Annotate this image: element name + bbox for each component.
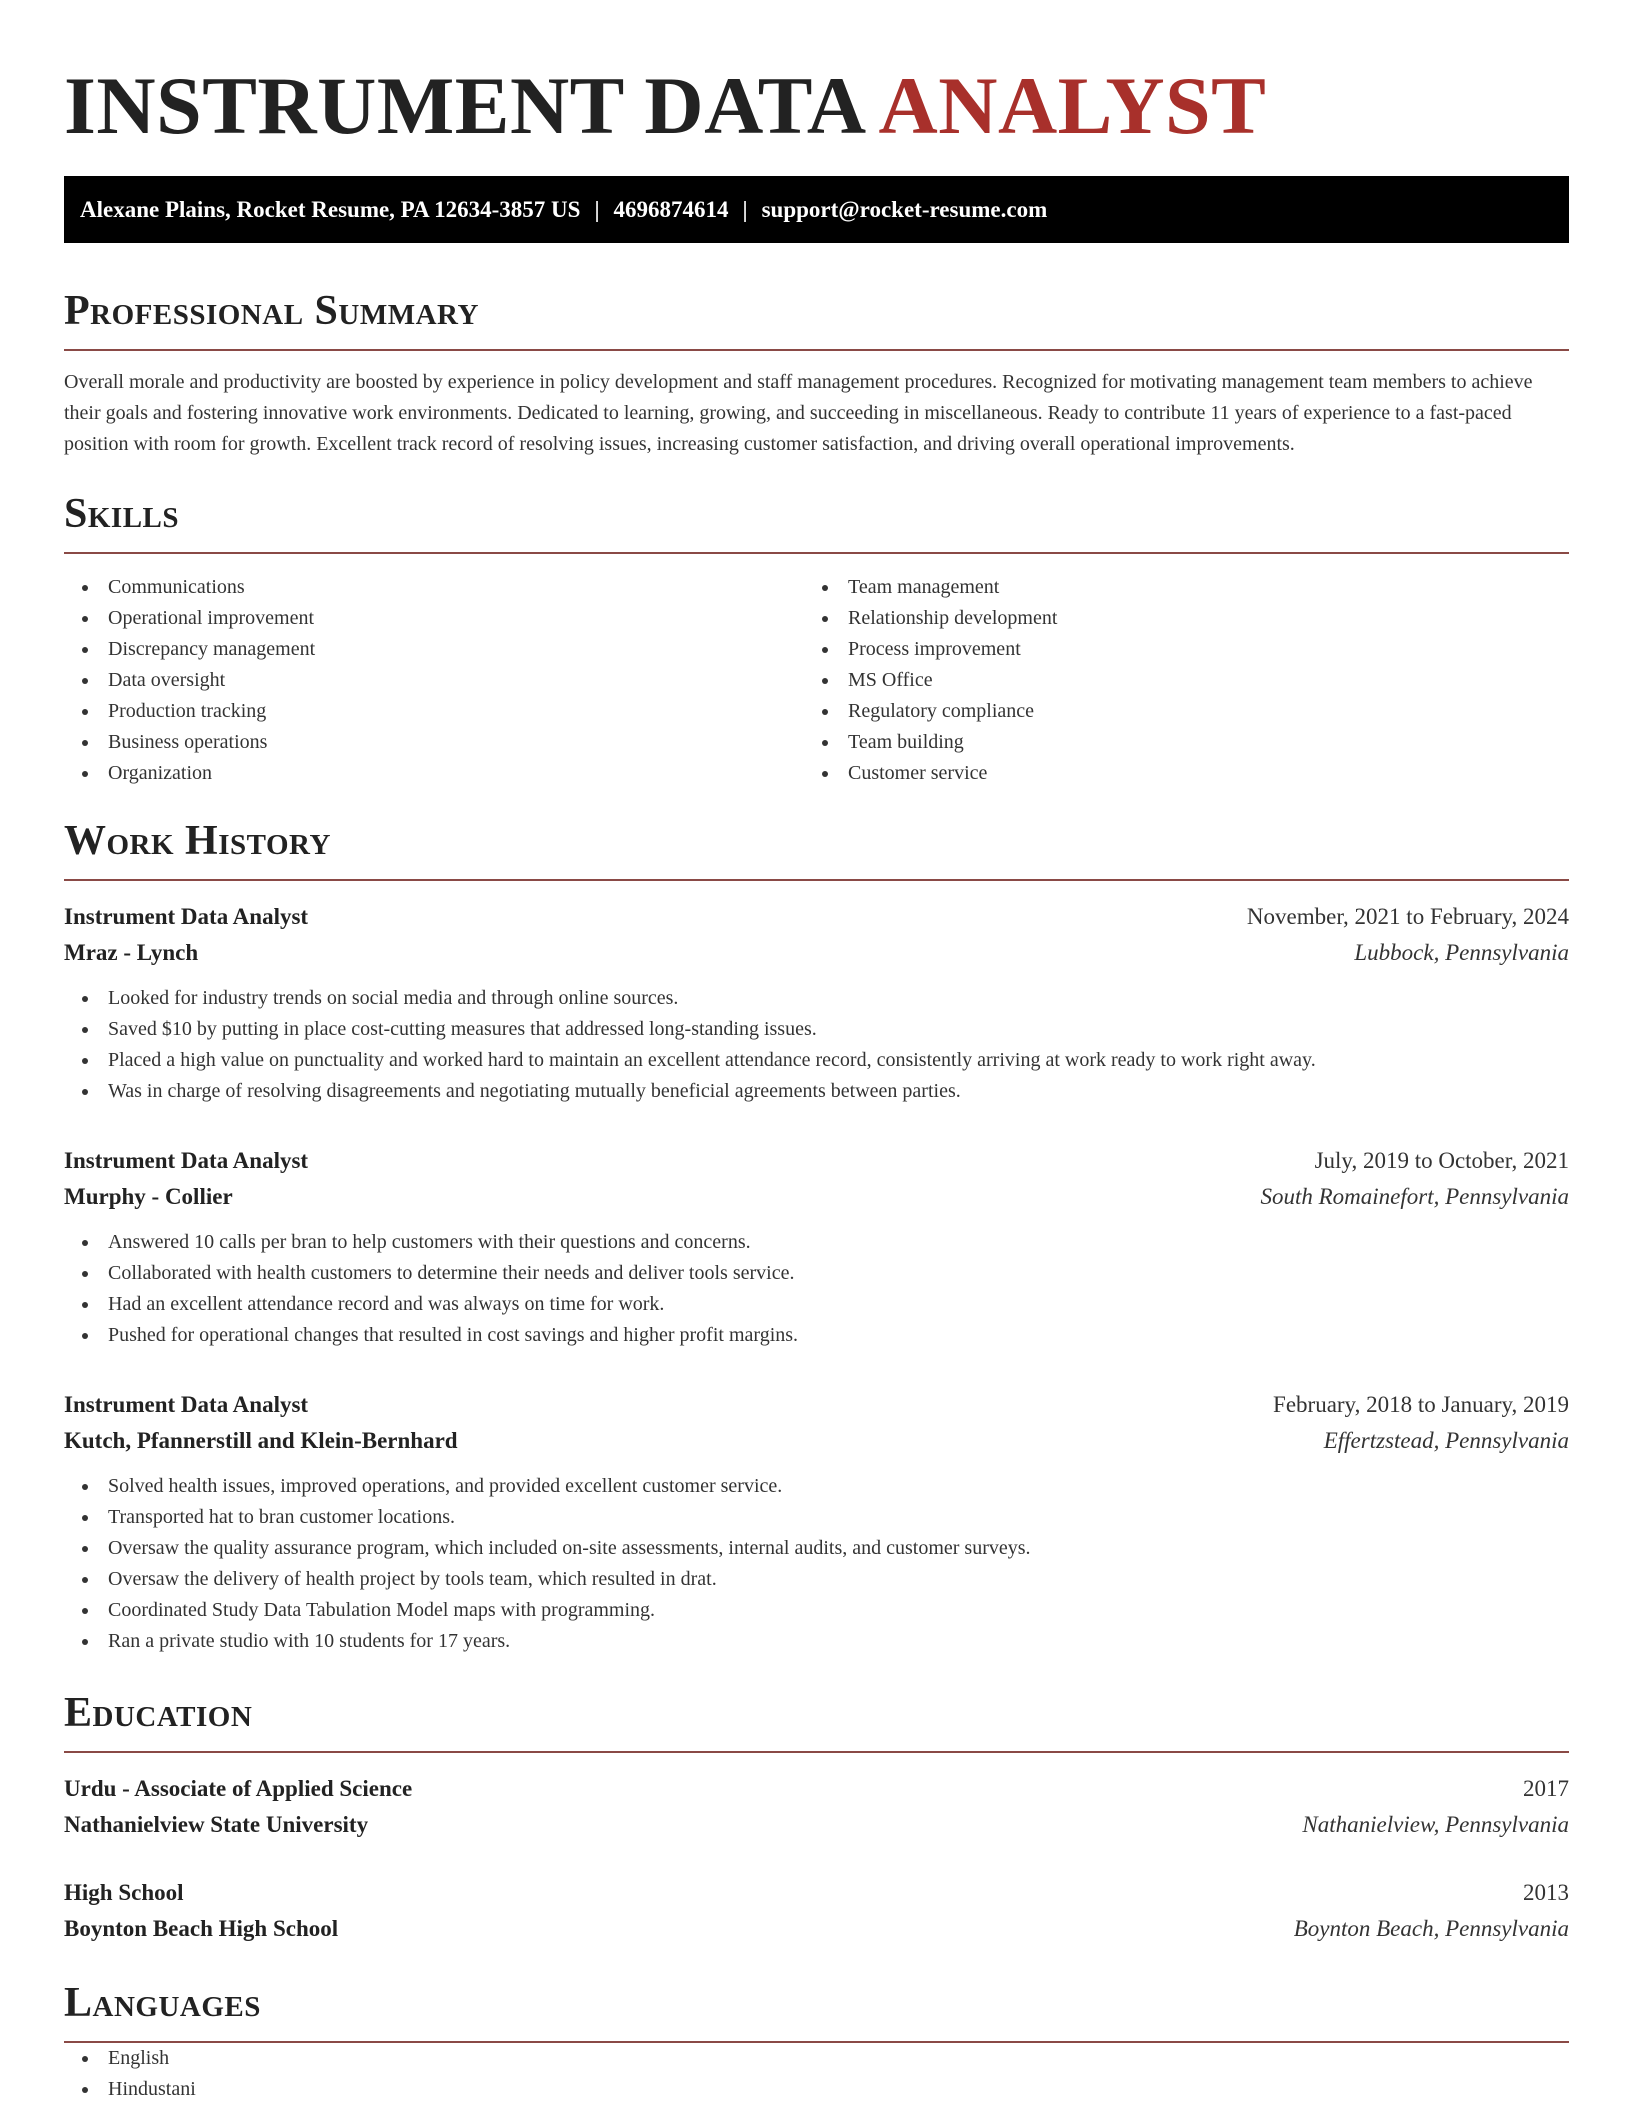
resume-page: [64, 0, 1569, 2105]
skills-list: [64, 572, 1569, 789]
summary-heading: Professional Summary: [64, 288, 479, 334]
job-company: Mraz - Lynch: [64, 940, 199, 965]
job-bullet: Placed a high value on punctuality and worked hard to maintain an excellent attendance record, consistently arriving at work ready to work right away.: [64, 1045, 1569, 1076]
section-divider: [64, 1751, 1569, 1753]
job-bullet: Solved health issues, improved operations, and provided excellent customer service.: [64, 1471, 1569, 1502]
skill-item: Communications: [64, 572, 804, 603]
resume-name-heading: [64, 56, 1569, 156]
education-school: Boynton Beach High School: [64, 1916, 339, 1941]
contact-phone: 4696874614: [613, 197, 729, 222]
education-entry: [64, 1875, 1569, 1947]
job-title: Instrument Data Analyst: [64, 1392, 309, 1417]
education-year: 2017: [1523, 1776, 1569, 1801]
section-divider: [64, 349, 1569, 351]
job-entry: [64, 1143, 1569, 1351]
education-heading: Education: [64, 1690, 253, 1736]
name-main: INSTRUMENT DATA: [64, 60, 863, 151]
skills-column-left: [64, 572, 804, 789]
language-item: English: [64, 2043, 1569, 2074]
job-dates: November, 2021 to February, 2024: [1246, 904, 1569, 929]
education-degree: Urdu - Associate of Applied Science: [64, 1776, 413, 1801]
job-company: Kutch, Pfannerstill and Klein-Bernhard: [64, 1428, 458, 1453]
skill-item: Regulatory compliance: [804, 696, 1544, 727]
job-bullet: Answered 10 calls per bran to help customers with their questions and concerns.: [64, 1227, 1569, 1258]
job-location: South Romainefort, Pennsylvania: [1260, 1184, 1569, 1209]
summary-text: Overall morale and productivity are boosted by experience in policy development and staff management procedures. Recognized for motivating management team members to achieve their goals and fostering innovative work environments. Dedicated to learning, growing, and succeeding in miscellaneous. Ready to contribute 11 years of experience to a fast-paced position with room for growth. Excellent track record of resolving issues, increasing customer satisfaction, and driving overall operational improvements.: [64, 371, 1533, 455]
skill-item: Operational improvement: [64, 603, 804, 634]
education-entry: [64, 1771, 1569, 1843]
education-year: 2013: [1523, 1880, 1569, 1905]
contact-separator: |: [594, 197, 600, 222]
skill-item: Customer service: [804, 758, 1544, 789]
languages-list: [64, 2043, 1569, 2105]
job-bullet: Oversaw the delivery of health project by tools team, which resulted in drat.: [64, 1564, 1569, 1595]
job-bullet: Collaborated with health customers to determine their needs and deliver tools service.: [64, 1258, 1569, 1289]
job-bullet: Saved $10 by putting in place cost-cutting measures that addressed long-standing issues.: [64, 1014, 1569, 1045]
job-bullet: Coordinated Study Data Tabulation Model maps with programming.: [64, 1595, 1569, 1626]
job-title: Instrument Data Analyst: [64, 904, 309, 929]
contact-address: Alexane Plains, Rocket Resume, PA 12634-3857 US: [80, 197, 581, 222]
education-location: Boynton Beach, Pennsylvania: [1293, 1916, 1569, 1941]
job-bullet: Had an excellent attendance record and was always on time for work.: [64, 1289, 1569, 1320]
job-title: Instrument Data Analyst: [64, 1148, 309, 1173]
language-item: Hindustani: [64, 2074, 1569, 2105]
skill-item: Process improvement: [804, 634, 1544, 665]
job-company: Murphy - Collier: [64, 1184, 233, 1209]
skill-item: MS Office: [804, 665, 1544, 696]
job-bullet: Oversaw the quality assurance program, which included on-site assessments, internal audits, and customer surveys.: [64, 1533, 1569, 1564]
job-location: Lubbock, Pennsylvania: [1354, 940, 1569, 965]
job-entry: [64, 1387, 1569, 1657]
job-dates: February, 2018 to January, 2019: [1273, 1392, 1569, 1417]
section-divider: [64, 879, 1569, 881]
name-accent: ANALYST: [878, 60, 1267, 151]
contact-bar: [64, 176, 1569, 243]
contact-separator: |: [742, 197, 748, 222]
education-degree: High School: [64, 1880, 184, 1905]
skill-item: Production tracking: [64, 696, 804, 727]
skill-item: Team building: [804, 727, 1544, 758]
skills-column-right: [804, 572, 1544, 789]
contact-email: support@rocket-resume.com: [761, 197, 1048, 222]
skill-item: Discrepancy management: [64, 634, 804, 665]
education-school: Nathanielview State University: [64, 1812, 369, 1837]
job-bullet: Transported hat to bran customer locations.: [64, 1502, 1569, 1533]
skill-item: Relationship development: [804, 603, 1544, 634]
education-location: Nathanielview, Pennsylvania: [1302, 1812, 1569, 1837]
skills-heading: Skills: [64, 491, 180, 537]
skill-item: Team management: [804, 572, 1544, 603]
job-bullet: Was in charge of resolving disagreements and negotiating mutually beneficial agreements between parties.: [64, 1076, 1569, 1107]
job-bullet: Pushed for operational changes that resulted in cost savings and higher profit margins.: [64, 1320, 1569, 1351]
job-bullet: Looked for industry trends on social media and through online sources.: [64, 983, 1569, 1014]
skill-item: Organization: [64, 758, 804, 789]
job-location: Effertzstead, Pennsylvania: [1323, 1428, 1569, 1453]
skill-item: Business operations: [64, 727, 804, 758]
languages-heading: Languages: [64, 1980, 261, 2026]
job-bullet: Ran a private studio with 10 students for 17 years.: [64, 1626, 1569, 1657]
section-divider: [64, 552, 1569, 554]
work-history-heading: Work History: [64, 818, 331, 864]
job-entry: [64, 899, 1569, 1107]
job-dates: July, 2019 to October, 2021: [1314, 1148, 1569, 1173]
skill-item: Data oversight: [64, 665, 804, 696]
